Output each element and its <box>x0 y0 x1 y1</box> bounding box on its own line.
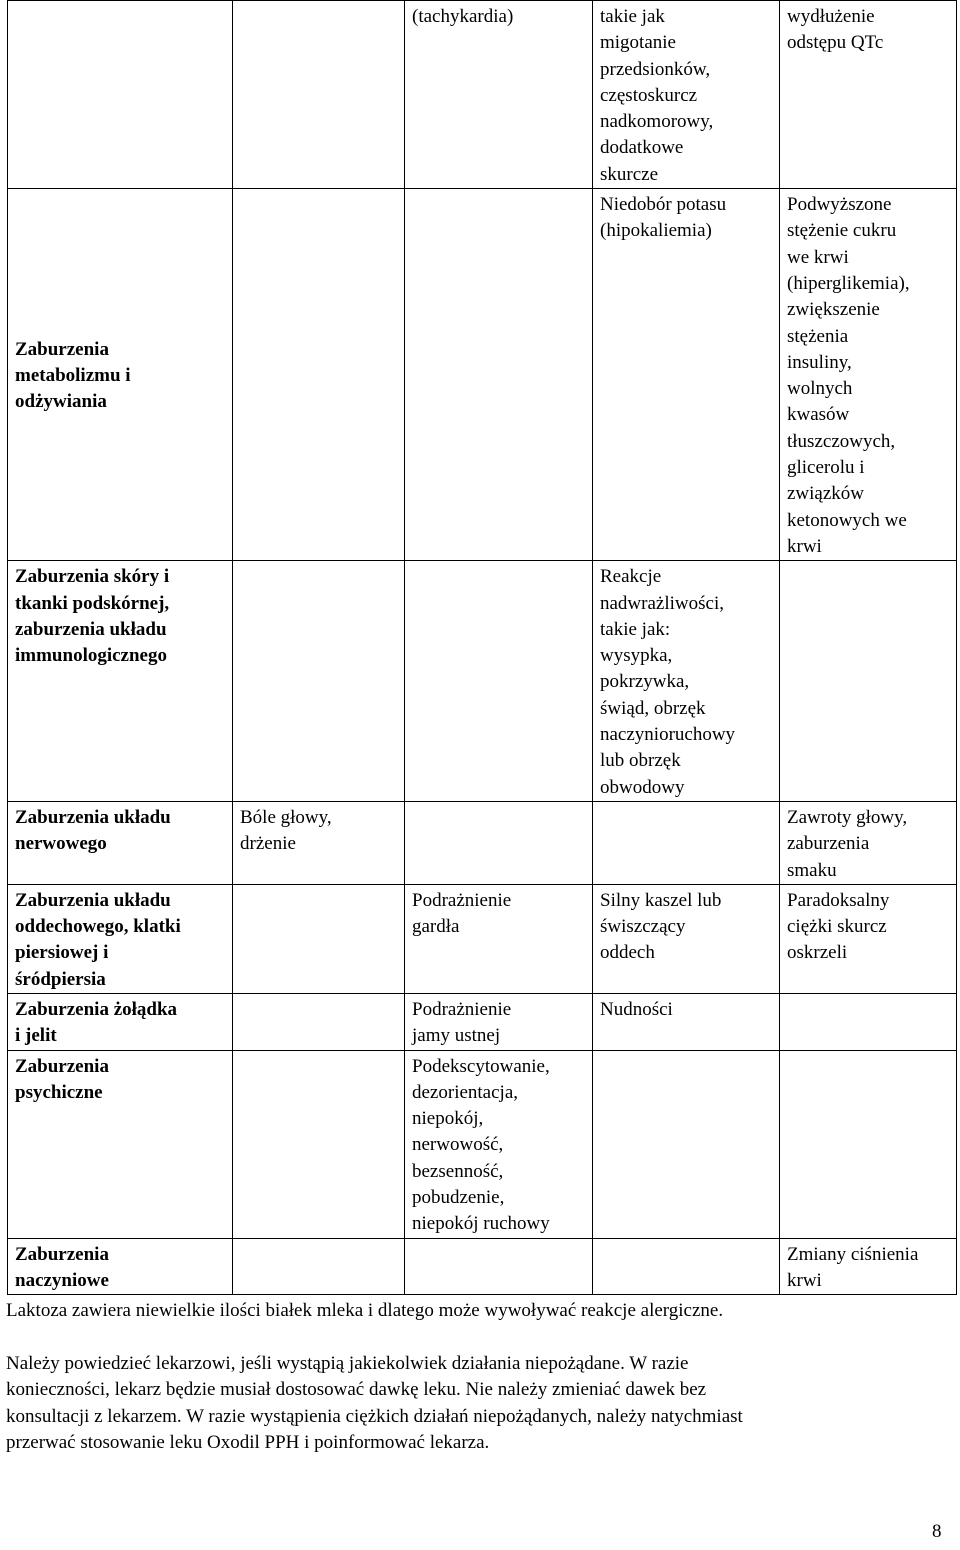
table-row <box>8 189 957 561</box>
frequency-3-cell <box>593 1050 780 1238</box>
organ-class-cell: Zaburzenia metabolizmu i odżywiania <box>8 189 233 561</box>
frequency-1-cell <box>233 1238 405 1295</box>
organ-class-cell: Zaburzenia układu nerwowego <box>8 801 233 884</box>
frequency-3-cell: Nudności <box>593 993 780 1050</box>
frequency-3-cell <box>593 1238 780 1295</box>
frequency-4-cell: wydłużenie odstępu QTc <box>780 1 957 189</box>
frequency-2-cell: Podrażnienie jamy ustnej <box>405 993 593 1050</box>
frequency-2-cell <box>405 189 593 561</box>
frequency-3-cell: takie jak migotanie przedsionków, częstoskurcz nadkomorowy, dodatkowe skurcze <box>593 1 780 189</box>
table-row <box>8 1238 957 1295</box>
frequency-1-cell <box>233 561 405 802</box>
frequency-1-cell: Bóle głowy, drżenie <box>233 801 405 884</box>
table-row <box>8 1050 957 1238</box>
frequency-2-cell <box>405 561 593 802</box>
frequency-2-cell: Podekscytowanie, dezorientacja, niepokój, nerwowość, bezsenność, pobudzenie, niepokój ruchowy <box>405 1050 593 1238</box>
table-row <box>8 561 957 802</box>
organ-class-cell: Zaburzenia naczyniowe <box>8 1238 233 1295</box>
frequency-2-cell: (tachykardia) <box>405 1 593 189</box>
frequency-4-cell: Podwyższone stężenie cukru we krwi (hiperglikemia), zwiększenie stężenia insuliny, wolnych kwasów tłuszczowych, glicerolu i związków ketonowych we krwi <box>780 189 957 561</box>
organ-class-cell: Zaburzenia psychiczne <box>8 1050 233 1238</box>
frequency-3-cell: Reakcje nadwrażliwości, takie jak: wysypka, pokrzywka, świąd, obrzęk naczynioruchowy lub obrzęk obwodowy <box>593 561 780 802</box>
organ-class-cell: Zaburzenia żołądka i jelit <box>8 993 233 1050</box>
organ-class-cell: Zaburzenia skóry i tkanki podskórnej, zaburzenia układu immunologicznego <box>8 561 233 802</box>
frequency-1-cell <box>233 993 405 1050</box>
table-row <box>8 993 957 1050</box>
frequency-1-cell <box>233 189 405 561</box>
frequency-1-cell <box>233 1050 405 1238</box>
table-row <box>8 1 957 189</box>
table-row <box>8 884 957 993</box>
frequency-1-cell <box>233 884 405 993</box>
frequency-4-cell: Zawroty głowy, zaburzenia smaku <box>780 801 957 884</box>
frequency-2-cell: Podrażnienie gardła <box>405 884 593 993</box>
frequency-4-cell <box>780 561 957 802</box>
frequency-4-cell: Paradoksalny ciężki skurcz oskrzeli <box>780 884 957 993</box>
frequency-3-cell: Niedobór potasu (hipokaliemia) <box>593 189 780 561</box>
adverse-reactions-table <box>7 0 957 1295</box>
table-row <box>8 801 957 884</box>
lactose-note: Laktoza zawiera niewielkie ilości białek mleka i dlatego może wywoływać reakcje alergiczne. <box>6 1300 724 1321</box>
frequency-4-cell <box>780 1050 957 1238</box>
frequency-4-cell: Zmiany ciśnienia krwi <box>780 1238 957 1295</box>
frequency-3-cell <box>593 801 780 884</box>
organ-class-cell <box>8 1 233 189</box>
frequency-2-cell <box>405 801 593 884</box>
frequency-1-cell <box>233 1 405 189</box>
frequency-4-cell <box>780 993 957 1050</box>
page-number: 8 <box>932 1521 942 1542</box>
organ-class-cell: Zaburzenia układu oddechowego, klatki piersiowej i śródpiersia <box>8 884 233 993</box>
side-effects-advice: Należy powiedzieć lekarzowi, jeśli wystąpią jakiekolwiek działania niepożądane. W razie konieczności, lekarz będzie musiał dostosować dawkę leku. Nie należy zmieniać dawek bez konsultacji z lekarzem. W razie wystąpienia ciężkich działań niepożądanych, należy natychmiast przerwać stosowanie leku Oxodil PPH i poinformować lekarza. <box>6 1353 743 1453</box>
frequency-2-cell <box>405 1238 593 1295</box>
frequency-3-cell: Silny kaszel lub świszczący oddech <box>593 884 780 993</box>
